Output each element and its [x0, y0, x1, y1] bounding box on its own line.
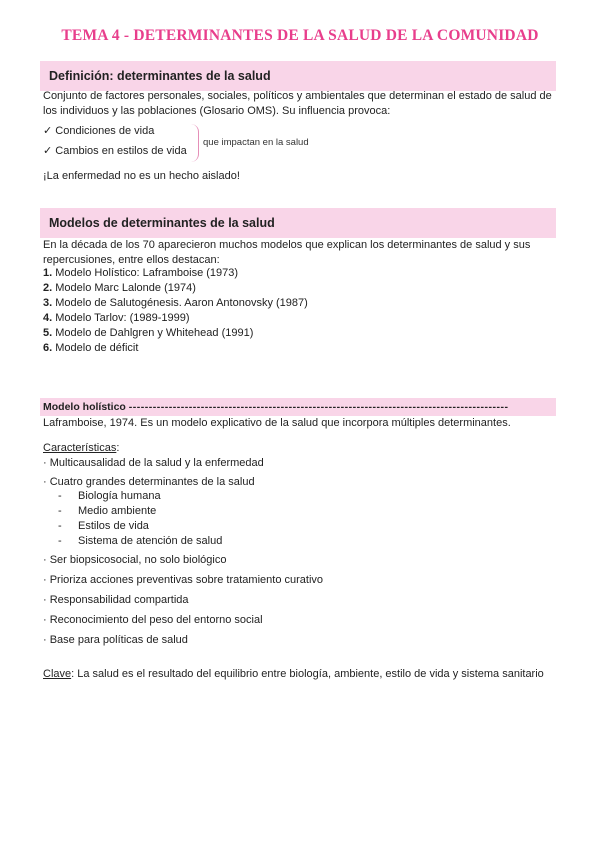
model-item: 5. Modelo de Dahlgren y Whitehead (1991): [43, 327, 254, 339]
sub-item: - Medio ambiente: [58, 505, 157, 517]
models-intro: En la década de los 70 aparecieron muchos modelos que explican los determinantes de salud y sus repercusiones, entre ellos destacan:: [43, 239, 531, 266]
definition-paragraph: Conjunto de factores personales, sociales, políticos y ambientales que determinan el estado de salud de los individuos y las poblaciones (Glosario OMS). Su influencia provoca:: [43, 90, 552, 117]
model-item: 2. Modelo Marc Lalonde (1974): [43, 282, 196, 294]
model-item: 3. Modelo de Salutogénesis. Aaron Antonovsky (1987): [43, 297, 308, 309]
characteristic-item: · Cuatro grandes determinantes de la salud: [43, 476, 255, 488]
characteristic-item: · Prioriza acciones preventivas sobre tratamiento curativo: [43, 574, 324, 586]
characteristic-item: · Multicausalidad de la salud y la enfermedad: [43, 457, 264, 469]
sub-item: - Sistema de atención de salud: [58, 535, 223, 547]
check-condiciones-vida: ✓ Condiciones de vida: [43, 125, 155, 137]
sub-item: - Estilos de vida: [58, 520, 149, 532]
page-title: TEMA 4 - DETERMINANTES DE LA SALUD DE LA COMUNIDAD: [61, 27, 539, 44]
characteristic-item: · Base para políticas de salud: [43, 634, 188, 646]
characteristic-item: · Reconocimiento del peso del entorno social: [43, 614, 263, 626]
section-heading-modelos: Modelos de determinantes de la salud: [40, 208, 556, 238]
handwritten-note: que impactan en la salud: [203, 137, 309, 148]
characteristics-label: Características:: [43, 442, 120, 454]
closing-statement: ¡La enfermedad no es un hecho aislado!: [43, 170, 240, 182]
model-item: 4. Modelo Tarlov: (1989-1999): [43, 312, 190, 324]
characteristic-item: · Responsabilidad compartida: [43, 594, 189, 606]
section-heading-holistico: Modelo holístico -----------------------------------------------------------------------------------------------: [40, 398, 556, 416]
key-statement: Clave: La salud es el resultado del equilibrio entre biología, ambiente, estilo de vida y sistema sanitario: [43, 668, 544, 680]
model-item: 1. Modelo Holístico: Laframboise (1973): [43, 267, 239, 279]
brace-annotation: [190, 124, 199, 162]
section-heading-definicion: Definición: determinantes de la salud: [40, 61, 556, 91]
characteristic-item: · Ser biopsicosocial, no solo biológico: [43, 554, 227, 566]
sub-item: - Biología humana: [58, 490, 161, 502]
check-cambios-estilos: ✓ Cambios en estilos de vida: [43, 145, 187, 157]
dashed-rule: -----------------------------------------------------------------------------------------------: [128, 401, 509, 413]
holistic-intro: Laframboise, 1974. Es un modelo explicativo de la salud que incorpora múltiples determinantes.: [43, 417, 511, 429]
model-item: 6. Modelo de déficit: [43, 342, 139, 354]
